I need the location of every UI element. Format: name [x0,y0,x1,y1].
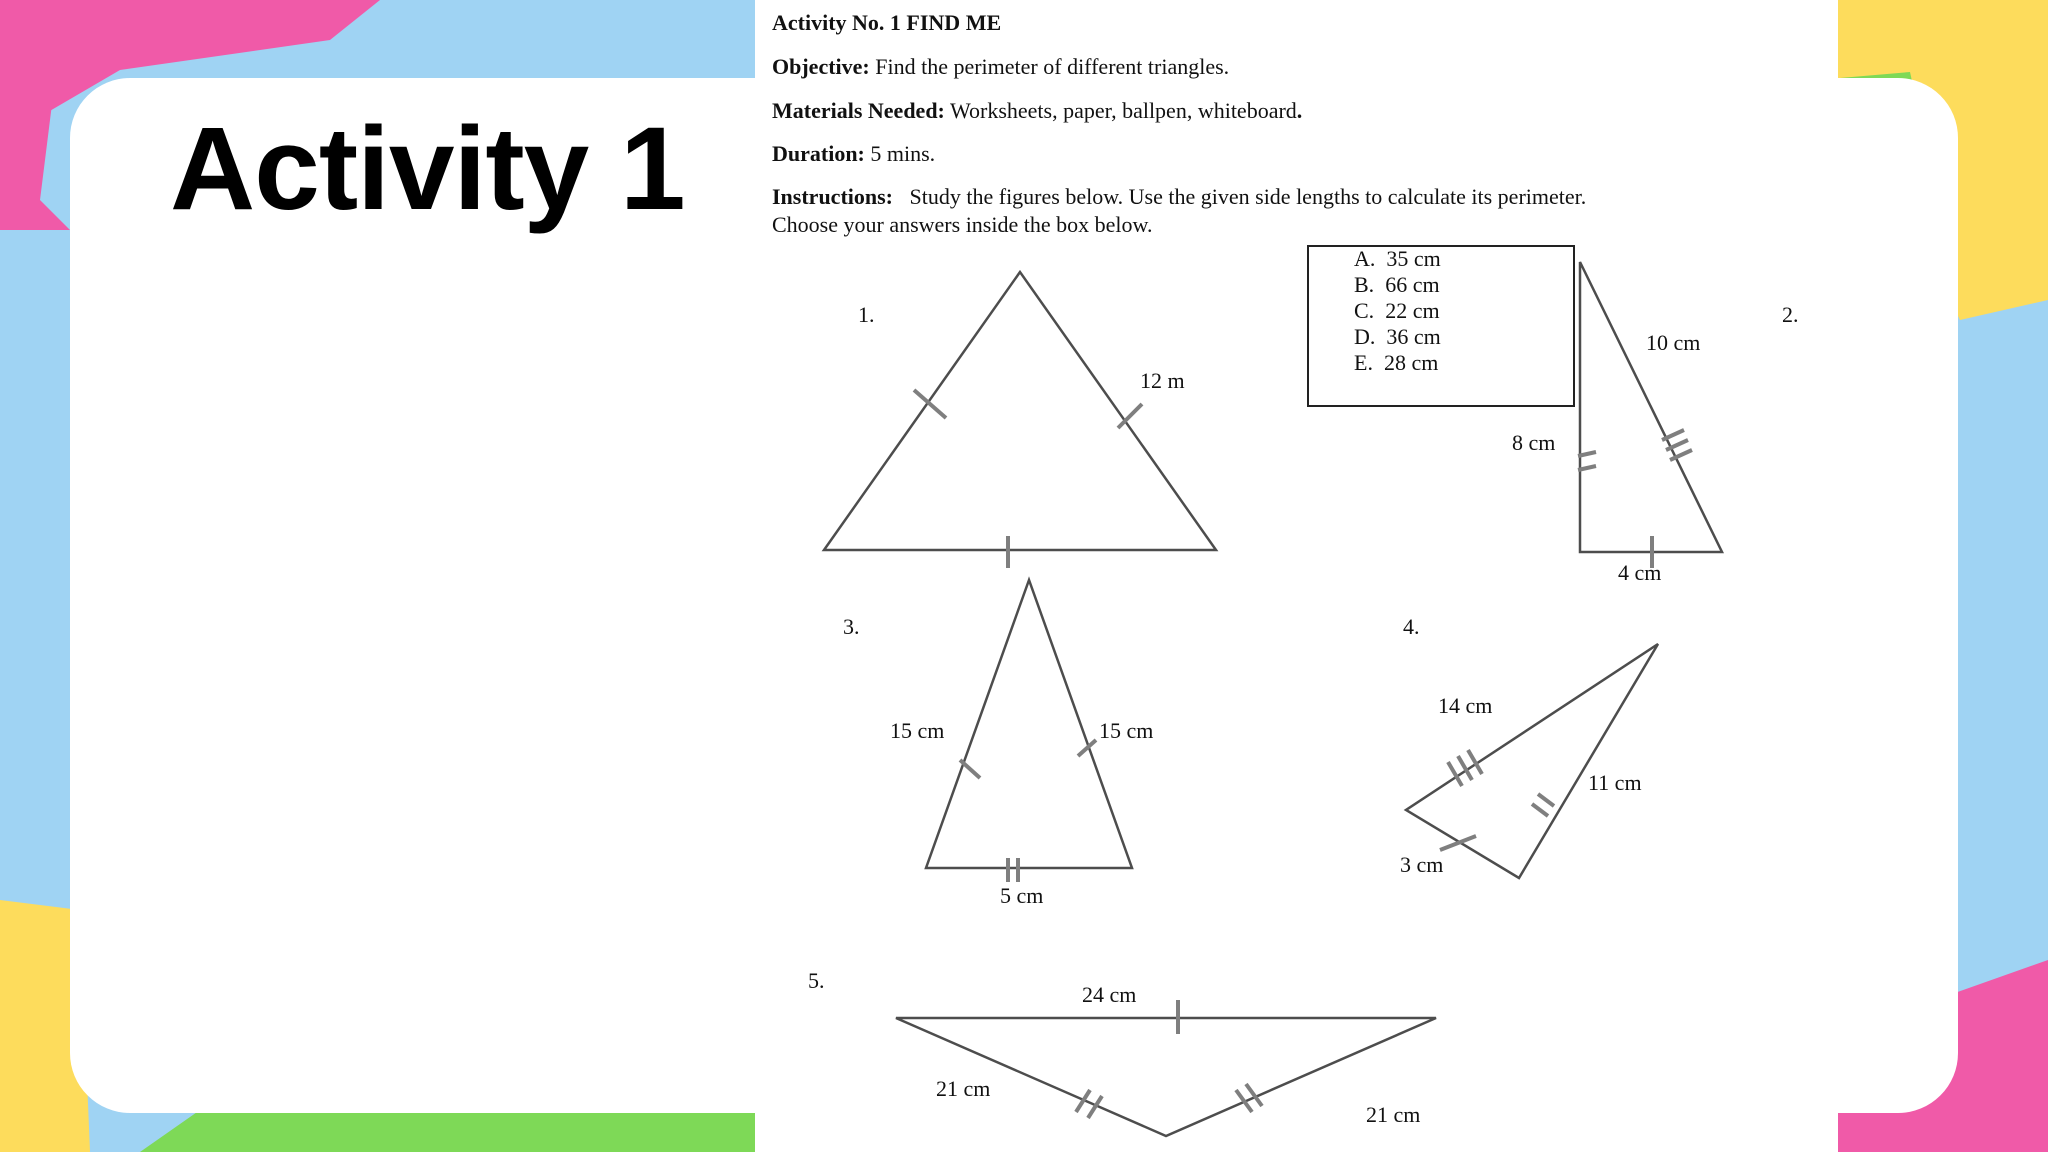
triangle-1 [824,272,1216,550]
side-label: 24 cm [1082,982,1137,1007]
figure-number: 4. [1403,614,1420,639]
tick-mark [1532,804,1548,816]
materials-line: Materials Needed: Worksheets, paper, ballpen, whiteboard. [772,98,1303,123]
triangle-2 [1580,262,1722,552]
side-label: 21 cm [936,1076,991,1101]
side-label: 11 cm [1588,770,1642,795]
tick-mark [1538,794,1554,806]
answer-option: D. 36 cm [1354,324,1441,349]
side-label: 21 cm [1366,1102,1421,1127]
side-label: 4 cm [1618,560,1662,585]
slide-title: Activity 1 [170,103,685,235]
side-label: 3 cm [1400,852,1444,877]
figure-number: 5. [808,968,825,993]
side-label: 10 cm [1646,330,1701,355]
side-label: 8 cm [1512,430,1556,455]
figure-number: 2. [1782,302,1799,327]
answer-option: C. 22 cm [1354,298,1440,323]
answer-option: E. 28 cm [1354,350,1439,375]
instructions-line-2: Choose your answers inside the box below. [772,212,1153,237]
instructions-line: Instructions: Study the figures below. Use the given side lengths to calculate its perimeter. [772,184,1587,209]
side-label: 5 cm [1000,883,1044,908]
objective-line: Objective: Find the perimeter of different triangles. [772,54,1230,79]
side-label: 15 cm [890,718,945,743]
triangle-4 [1406,644,1658,878]
figure-number: 1. [858,302,875,327]
worksheet-heading: Activity No. 1 FIND ME [772,10,1002,35]
figure-number: 3. [843,614,860,639]
answer-option: A. 35 cm [1354,246,1441,271]
side-label: 15 cm [1099,718,1154,743]
duration-line: Duration: 5 mins. [772,141,936,166]
side-label: 12 m [1140,368,1185,393]
tick-mark [1236,1090,1252,1112]
side-label: 14 cm [1438,693,1493,718]
tick-mark [960,760,980,778]
answer-option: B. 66 cm [1354,272,1440,297]
